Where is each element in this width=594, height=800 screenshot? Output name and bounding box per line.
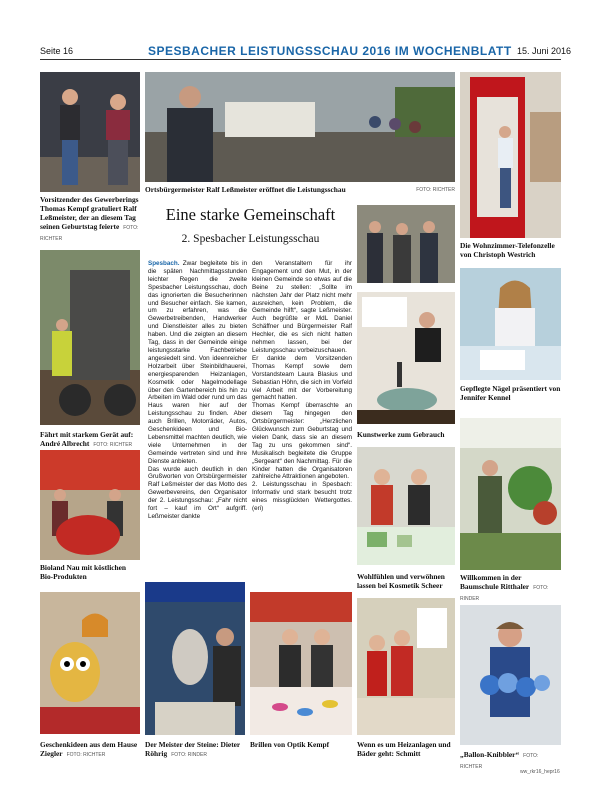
photo-optics bbox=[250, 592, 352, 735]
photo-guests bbox=[357, 205, 455, 283]
photo-phone-booth bbox=[460, 72, 561, 238]
caption-tree-nursery: Willkommen in der Baumschule Ritthaler FOTO: RINDER bbox=[460, 573, 549, 602]
photo-balloons bbox=[460, 605, 561, 745]
page-title: SPESBACHER LEISTUNGSSCHAU 2016 IM WOCHENBLATT bbox=[148, 44, 512, 58]
photo-tree-nursery bbox=[460, 418, 561, 570]
issue-date: 15. Juni 2016 bbox=[517, 46, 572, 56]
header-rule bbox=[40, 59, 561, 60]
photo-nails bbox=[460, 268, 561, 380]
caption-cosmetics: Wohlfühlen und verwöhnen lassen bei Kosmetik Scheer bbox=[357, 572, 445, 590]
caption-kempf: Vorsitzender des Gewerberings Thomas Kempf gratuliert Ralf Leßmeister, der an diesem Tag seinen Geburtstag feierte FOTO: RICHTER bbox=[40, 195, 139, 242]
photo-gifts bbox=[40, 592, 140, 734]
caption-balloons: „Ballon-Knibbler“ FOTO: RICHTER bbox=[460, 750, 539, 770]
article-headline: Eine starke Gemeinschaft bbox=[165, 205, 336, 224]
caption-bioland: Bioland Nau mit köstlichen Bio-Produkten bbox=[40, 563, 127, 581]
caption-stone-mason: Der Meister der Steine: Dieter Röhrig FOTO: RINDER bbox=[145, 740, 241, 758]
photo-heating bbox=[357, 598, 455, 735]
photo-cosmetics bbox=[357, 447, 455, 565]
caption-optics: Brillen von Optik Kempf bbox=[250, 740, 330, 749]
caption-opening: Ortsbürgermeister Ralf Leßmeister eröffnet die Leistungsschau FOTO: RICHTER bbox=[145, 185, 455, 194]
caption-nails: Gepflegte Nägel präsentiert von Jennifer Kennel bbox=[460, 384, 561, 402]
page-number: Seite 16 bbox=[40, 46, 74, 56]
caption-phone-booth: Die Wohnzimmer-Telefonzelle von Christoph Westrich bbox=[460, 241, 555, 259]
photo-bioland bbox=[40, 450, 140, 560]
photo-stone-mason bbox=[145, 582, 245, 735]
article-column-1: Spesbach. Zwar begleitete bis in die späten Nachmittagsstunden leichter Regen die zweite Spesbacher Leistungsschau, doch das ignorierten die Besucherinnen und Besucher einfach. Sie kamen, um zu erfahren, was die Gewerbetreibenden, Handwerker und Dienstleister alles zu bieten haben. Und die zeigten an diesem Tag, dass in der Gemeinde einige leistungsstarke Fachbetriebe angesiedelt sind. Von ideenreicher Holzarbeit über Steinbildhauerei, energiesparenden Heizanlagen, Kosmetik oder Nagelmodellage über den Gartenbereich bis hin zu Arbeiten im Wald oder rund um das Haus waren hier auf der Leistungsschau zu finden. Aber auch Brillen, Motorräder, Autos, Geschenkideen und Bio-Lebensmittel machten deutlich, wie viele Unternehmen in der Gemeinde vertreten sind und ihre Dienste anbieten. Das wurde auch deutlich in den Grußworten von Ortsbürgermeister Ralf Leßmeister der das Motto des Gewerbevereins, den Organisator der 2. Leistungsschau: „Fahr nicht fort – kauf im Ort“ aufgriff. Leßmeister dankte bbox=[148, 260, 247, 520]
photo-machine bbox=[40, 250, 140, 425]
caption-machine: Fährt mit starkem Gerät auf: André Albrecht FOTO: RICHTER bbox=[40, 430, 134, 448]
caption-heating: Wenn es um Heizanlagen und Bäder geht: Schmitt bbox=[357, 740, 451, 758]
photo-opening-speech bbox=[145, 72, 455, 182]
caption-gifts: Geschenkideen aus dem Hause Ziegler FOTO: RICHTER bbox=[40, 740, 138, 758]
photo-sink-art bbox=[357, 292, 455, 424]
photo-kempf-lessmeister bbox=[40, 72, 140, 192]
footer-code: ww_rkr16_hepr16 bbox=[520, 769, 560, 775]
article-subheadline: 2. Spesbacher Leistungsschau bbox=[181, 233, 320, 245]
article-column-2: den Veranstaltern für ihr Engagement und den Mut, in der kleinen Gemeinde so etwas auf die Beine zu stellen: „Sollte im nächsten Jahr der Platz nicht mehr ausreichen, kein Problem, die Gemeinde hilft“, sagte Leßmeister. Auch begrüßte er MdL Daniel Schäffner und Bürgermeister Ralf Hechler, die es sich nicht hatten nehmen lassen, bei der Leistungsschau vorbeizuschauen. Er dankte dem Vorsitzenden Thomas Kempf sowie dem Vorstandsteam Laura Blasius und Sebastian Höhn, die sich im Vorfeld viel Arbeit mit der Vorbereitung gemacht hatten. Thomas Kempf überraschte an diesem Tag hingegen den Ortsbürgermeister: „Herzlichen Glückwunsch zum Geburtstag und vielen Dank, dass sie an diesem Tag zu uns gekommen sind“. Musikalisch begleitete die Gruppe „Sergeant“ den Nachmittag. Für die Kinder hatten die Organisatoren zahlreiche Attraktionen angeboten. 2. Leistungsschau in Spesbach: Informativ und stark besucht trotz eines missglückten Wettergottes. (eri) bbox=[252, 260, 352, 513]
caption-sink-art: Kunstwerke zum Gebrauch bbox=[357, 430, 445, 439]
